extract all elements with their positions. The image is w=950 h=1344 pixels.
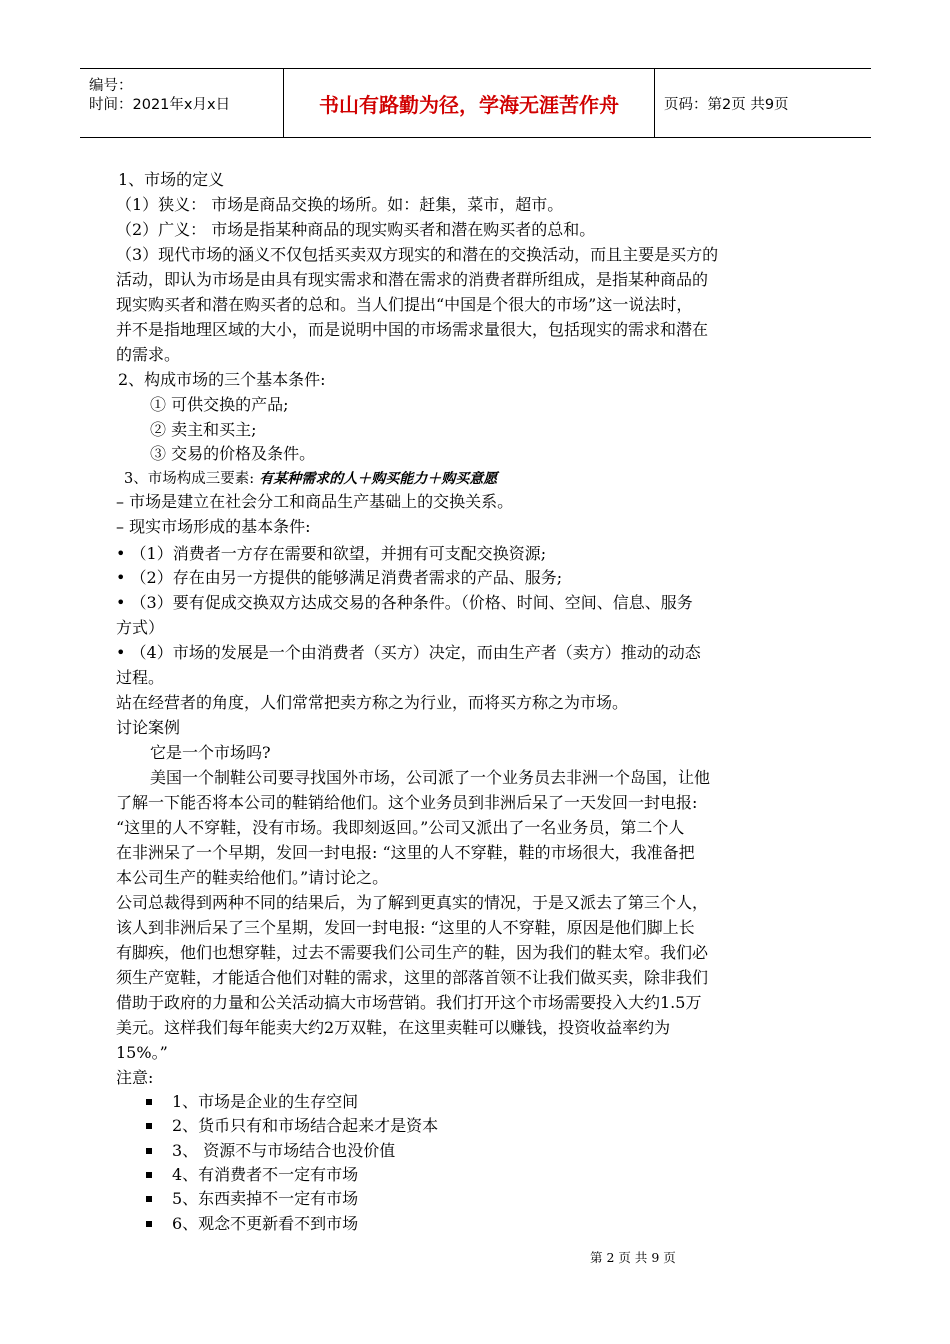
bullet-item: • （3）要有促成交换双方达成交易的各种条件。（价格、时间、空间、信息、服务 — [116, 593, 693, 612]
section-heading: 2、构成市场的三个基本条件: — [118, 370, 326, 389]
paragraph-line: 美元。这样我们每年能卖大约2万双鞋，在这里卖鞋可以赚钱，投资收益率约为 — [116, 1018, 671, 1037]
bullet-item: • （4）市场的发展是一个由消费者（买方）决定，而由生产者（卖方）推动的动态 — [116, 643, 701, 662]
page-header — [80, 68, 871, 138]
paragraph-line: （3）现代市场的涵义不仅包括买卖双方现实的和潜在的交换活动，而且主要是买方的 — [116, 245, 719, 264]
section-heading: 讨论案例 — [116, 718, 181, 737]
note-item: 1、市场是企业的生存空间 — [172, 1092, 359, 1111]
bullet-item: • （1）消费者一方存在需要和欲望，并拥有可支配交换资源; — [116, 544, 547, 563]
paragraph-line: 站在经营者的角度，人们常常把卖方称之为行业，而将买方称之为市场。 — [116, 693, 629, 712]
dash-item: – 现实市场形成的基本条件: — [116, 517, 311, 536]
list-item: ③ 交易的价格及条件。 — [150, 444, 316, 463]
paragraph-line: 过程。 — [116, 668, 165, 687]
note-item: 5、东西卖掉不一定有市场 — [172, 1189, 359, 1208]
header-page-number: 页码：第2页 共9页 — [664, 96, 789, 113]
square-bullet-icon — [146, 1221, 152, 1227]
bullet-item: • （2）存在由另一方提供的能够满足消费者需求的产品、服务; — [116, 568, 563, 587]
paragraph-line: “这里的人不穿鞋，没有市场。我即刻返回。”公司又派出了一名业务员，第二个人 — [116, 818, 685, 837]
section-heading — [124, 468, 497, 489]
section-heading: 1、市场的定义 — [118, 170, 225, 189]
square-bullet-icon — [146, 1196, 152, 1202]
paragraph-line: 15%。” — [116, 1043, 168, 1062]
section-heading: 注意: — [116, 1068, 154, 1087]
paragraph-line: 现实购买者和潜在购买者的总和。当人们提出“中国是个很大的市场”这一说法时， — [116, 295, 693, 314]
paragraph-line: 在非洲呆了一个早期，发回一封电报: “这里的人不穿鞋，鞋的市场很大，我准备把 — [116, 843, 695, 862]
paragraph-line: 借助于政府的力量和公关活动搞大市场营销。我们打开这个市场需要投入大约1.5万 — [116, 993, 702, 1012]
note-item: 6、观念不更新看不到市场 — [172, 1214, 359, 1233]
note-item: 3、 资源不与市场结合也没价值 — [172, 1141, 396, 1160]
paragraph-line: 了解一下能否将本公司的鞋销给他们。这个业务员到非洲后呆了一天发回一封电报: — [116, 793, 698, 812]
header-info-cell — [80, 69, 284, 137]
dash-item: – 市场是建立在社会分工和商品生产基础上的交换关系。 — [116, 492, 514, 511]
paragraph-line: 美国一个制鞋公司要寻找国外市场，公司派了一个业务员去非洲一个岛国，让他 — [150, 768, 711, 787]
square-bullet-icon — [146, 1172, 152, 1178]
page-footer: 第 2 页 共 9 页 — [590, 1250, 676, 1265]
paragraph-line: （2）广义： 市场是指某种商品的现实购买者和潜在购买者的总和。 — [116, 220, 596, 239]
paragraph-line: 须生产宽鞋，才能适合他们对鞋的需求，这里的部落首领不让我们做买卖，除非我们 — [116, 968, 709, 987]
three-elements-formula: 有某种需求的人＋购买能力＋购买意愿 — [259, 471, 498, 487]
header-number: 编号： — [89, 78, 133, 94]
paragraph-line: 本公司生产的鞋卖给他们。”请讨论之。 — [116, 868, 389, 887]
section-heading-label: 3、市场构成三要素: — [124, 471, 255, 487]
square-bullet-icon — [146, 1148, 152, 1154]
paragraph-line: 方式） — [116, 618, 165, 637]
list-item: ② 卖主和买主; — [150, 420, 257, 439]
square-bullet-icon — [146, 1099, 152, 1105]
paragraph-line: 该人到非洲后呆了三个星期，发回一封电报: “这里的人不穿鞋，原因是他们脚上长 — [116, 918, 695, 937]
paragraph-line: 活动，即认为市场是由具有现实需求和潜在需求的消费者群所组成，是指某种商品的 — [116, 270, 709, 289]
note-item: 2、货币只有和市场结合起来才是资本 — [172, 1116, 439, 1135]
case-title: 它是一个市场吗? — [150, 743, 271, 762]
note-item: 4、有消费者不一定有市场 — [172, 1165, 359, 1184]
paragraph-line: 并不是指地理区域的大小，而是说明中国的市场需求量很大，包括现实的需求和潜在 — [116, 320, 709, 339]
header-motto: 书山有路勤为径，学海无涯苦作舟 — [284, 69, 655, 137]
paragraph-line: 的需求。 — [116, 345, 181, 364]
paragraph-line: 有脚疾，他们也想穿鞋，过去不需要我们公司生产的鞋，因为我们的鞋太窄。我们必 — [116, 943, 709, 962]
header-time: 时间：2021年x月x日 — [89, 97, 231, 113]
paragraph-line: 公司总裁得到两种不同的结果后，为了解到更真实的情况，于是又派去了第三个人， — [116, 893, 709, 912]
list-item: ① 可供交换的产品; — [150, 395, 289, 414]
paragraph-line: （1）狭义： 市场是商品交换的场所。如：赶集，菜市，超市。 — [116, 195, 564, 214]
square-bullet-icon — [146, 1123, 152, 1129]
